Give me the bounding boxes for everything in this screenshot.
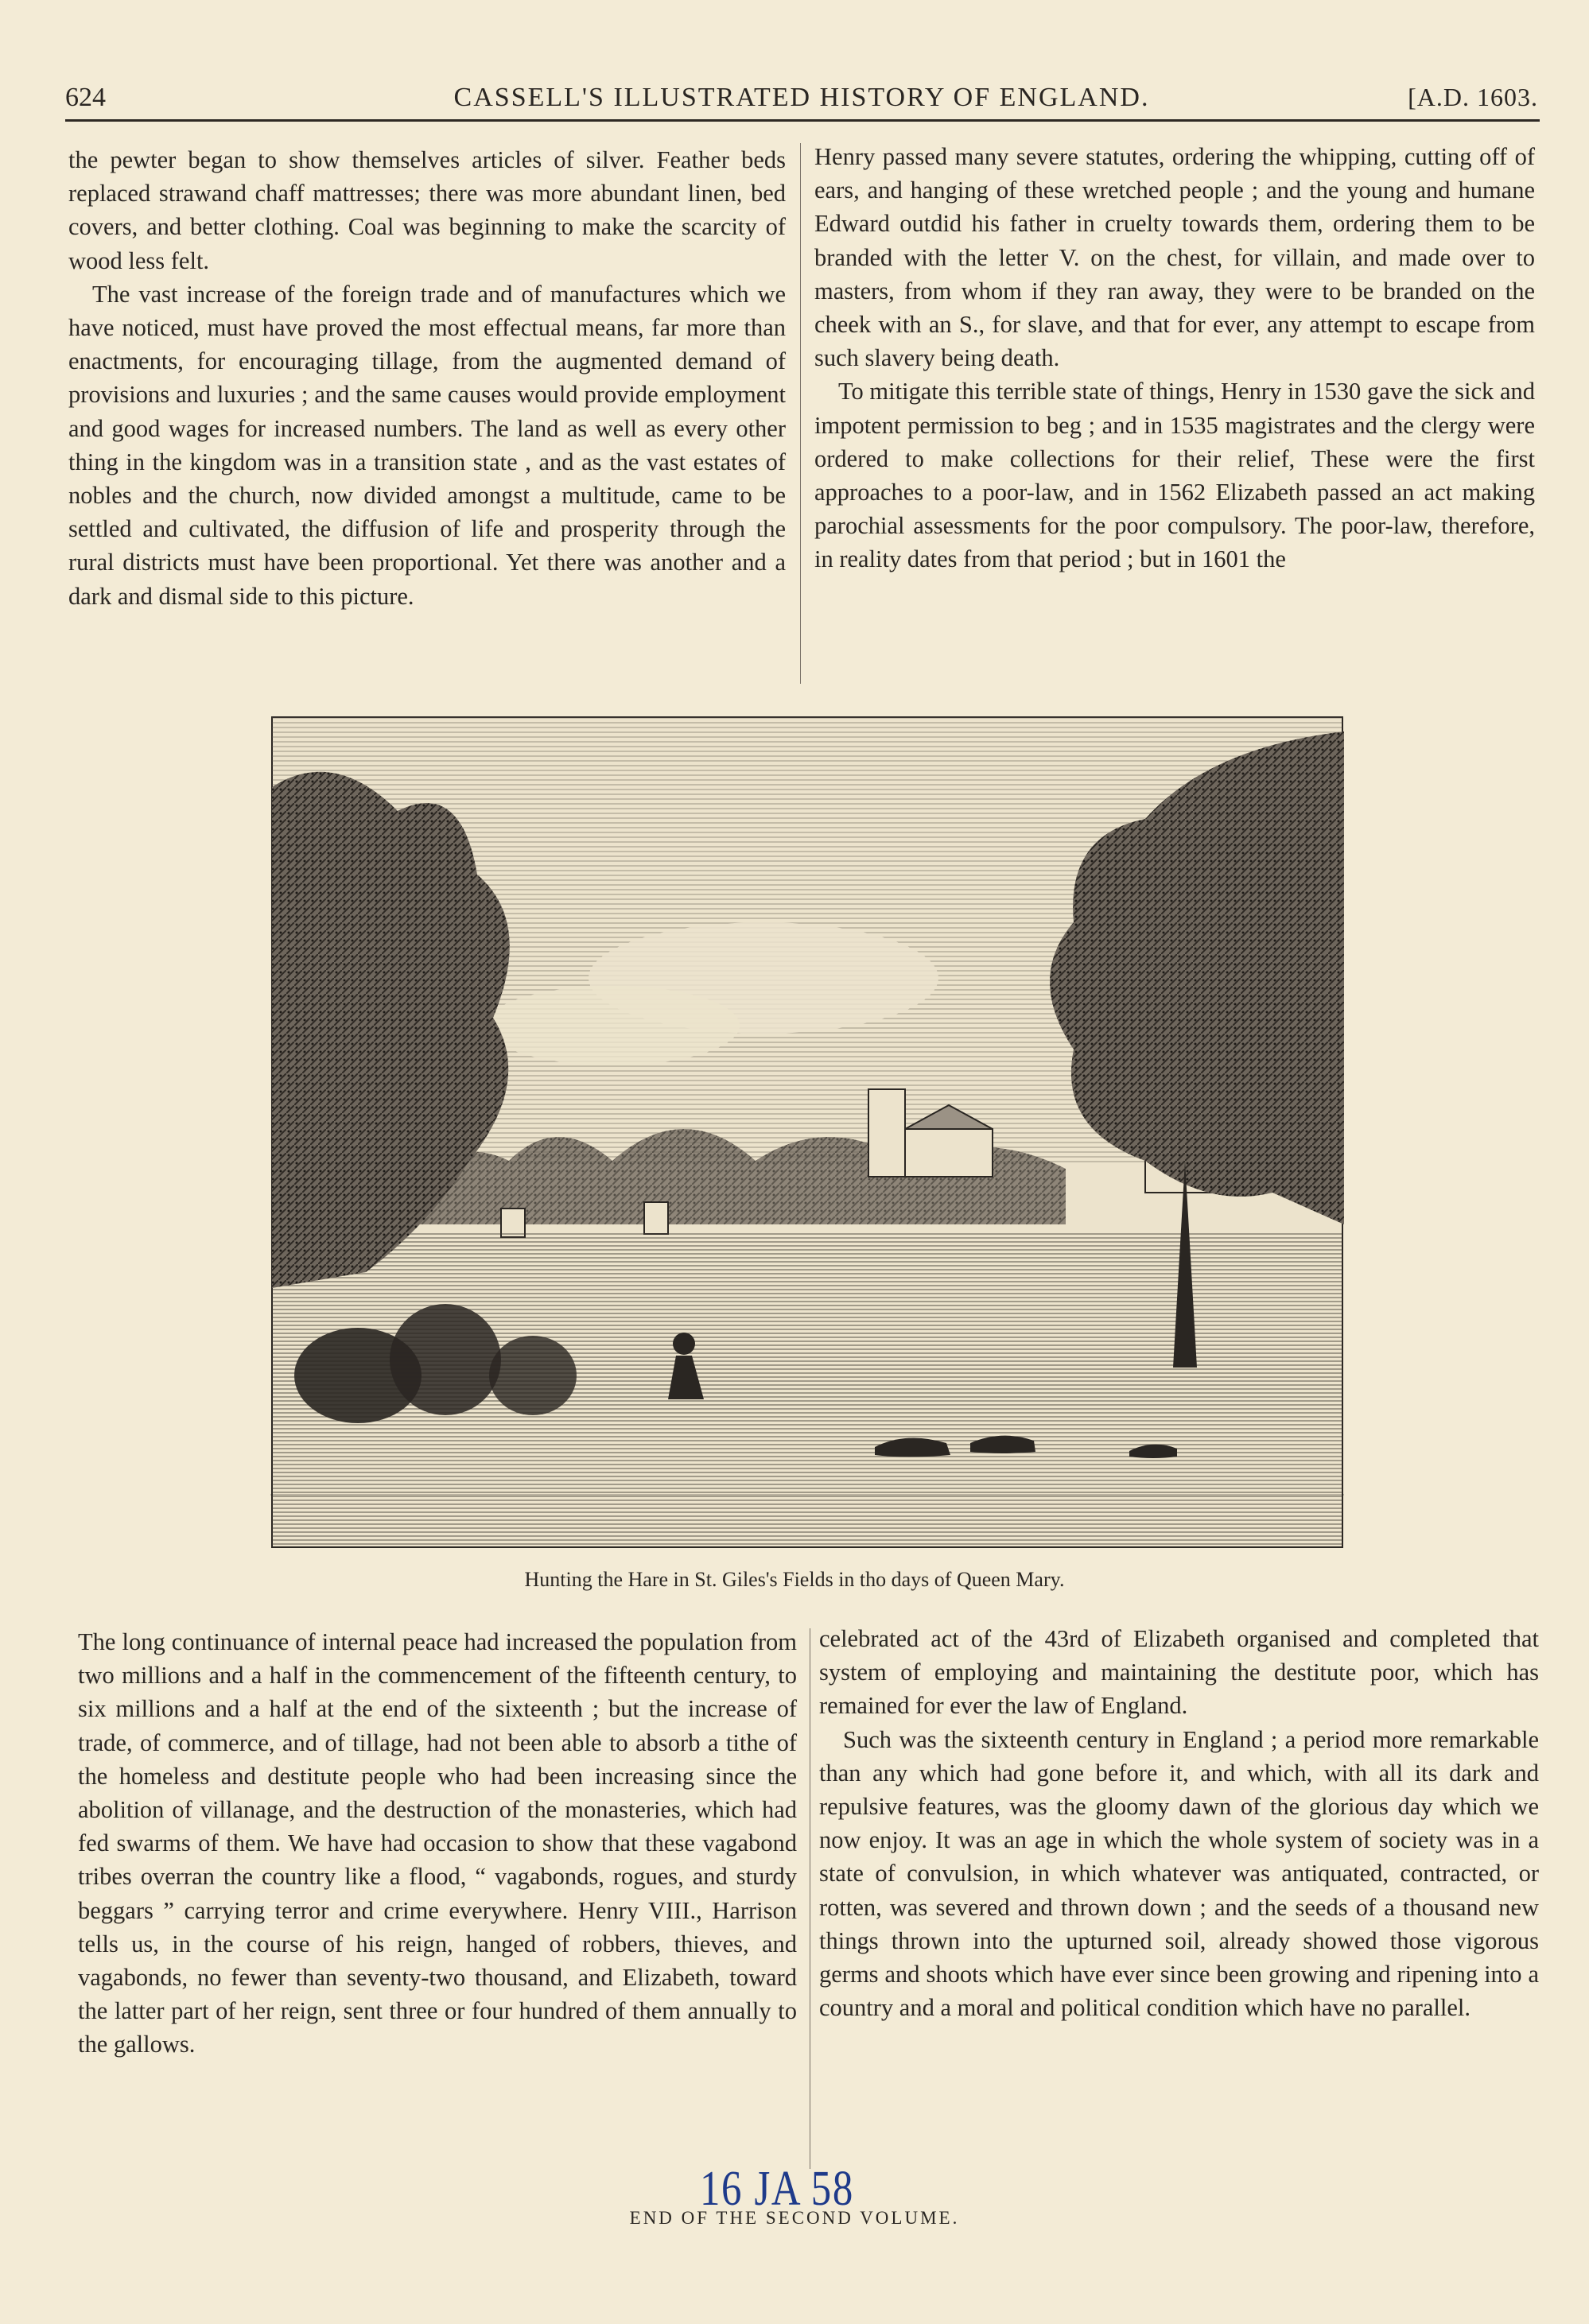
header-rule xyxy=(65,119,1540,122)
top-right-column xyxy=(814,140,1535,576)
paragraph: the pewter began to show themselves articles of silver. Feather beds replaced strawand chaff mattresses; there was more abundant linen, bed covers, and better clothing. Coal was beginning to make the scarcity of wood less felt. xyxy=(68,146,786,274)
paragraph: Henry passed many severe statutes, ordering the whipping, cutting off of ears, and hanging of these wretched people ; and the young and humane Edward outdid his father in cruelty towards them, ordering them to be branded with the letter V. on the chest, for villain, and made over to masters, from whom if they ran away, they were to be branded on the cheek with an S., for slave, and that for ever, any attempt to escape from such slavery being death. xyxy=(814,143,1535,372)
bottom-right-column xyxy=(819,1622,1539,2024)
header-date: [A.D. 1603. xyxy=(1408,83,1538,111)
paragraph: Such was the sixteenth century in England ; a period more remarkable than any which had gone before it, and which, with all its dark and repulsive features, was the gloomy dawn of the glorious day which we now enjoy. It was an age in which the whole system of society was in a state of convulsion, in which whatever was antiquated, contracted, or rotten, was severed and thrown down ; and the seeds of a thousand new things thrown into the upturned soil, already showed those vigorous germs and shoots which have ever since been growing and ripening into a country and a moral and political condition which have no parallel. xyxy=(819,1725,1539,2022)
running-header xyxy=(65,83,1538,122)
paragraph: The long continuance of internal peace had increased the population from two millions and a half in the commencement of the fifteenth century, to six millions and a half at the end of the sixteenth ; but the increase of trade, of commerce, and of tillage, had not been able to absorb a tithe of the homeless and destitute people who had been increasing since the abolition of villanage, and the destruction of the monasteries, which had fed swarms of them. We have had occasion to show that these vagabond tribes overran the country like a flood, “ vagabonds, rogues, and sturdy beggars ” carrying terror and crime everywhere. Henry VIII., Harrison tells us, in the course of his reign, hanged of robbers, thieves, and vagabonds, no fewer than seventy-two thousand, and Elizabeth, toward the latter part of her reign, sent three or four hundred of them annually to the gallows. xyxy=(78,1628,797,2058)
paragraph: celebrated act of the 43rd of Elizabeth organised and completed that system of employing and maintaining the destitute poor, which has remained for ever the law of England. xyxy=(819,1625,1539,1720)
library-date-stamp: 16 JA 58 xyxy=(700,2162,854,2216)
book-title: CASSELL'S ILLUSTRATED HISTORY OF ENGLAND. xyxy=(453,83,1150,112)
bottom-left-column xyxy=(78,1625,797,2062)
paragraph: To mitigate this terrible state of things, Henry in 1530 gave the sick and impotent permission to beg ; and in 1535 magistrates and the clergy were ordered to make collections for their relief, These were the first approaches to a poor-law, and in 1562 Elizabeth passed an act making parochial assessments for the poor compulsory. The poor-law, therefore, in reality dates from that period ; but in 1601 the xyxy=(814,378,1535,573)
column-divider xyxy=(800,143,801,684)
engraving-illustration xyxy=(270,716,1344,1549)
top-left-column xyxy=(68,143,786,613)
page-number: 624 xyxy=(65,83,106,112)
figure-caption: Hunting the Hare in St. Giles's Fields in tho days of Queen Mary. xyxy=(524,1568,1065,1591)
end-of-volume-note: END OF THE SECOND VOLUME. xyxy=(629,2208,960,2228)
paragraph: The vast increase of the foreign trade and of manufactures which we have noticed, must have proved the most effectual means, far more than enactments, for encouraging tillage, from the augmented demand of provisions and luxuries ; and the same causes would provide employment and good wages for increased numbers. The land as well as every other thing in the kingdom was in a transition state , and as the vast estates of nobles and the church, now divided amongst a multitude, came to be settled and cultivated, the diffusion of life and prosperity through the rural districts must have been proportional. Yet there was another and a dark and dismal side to this picture. xyxy=(68,280,786,610)
